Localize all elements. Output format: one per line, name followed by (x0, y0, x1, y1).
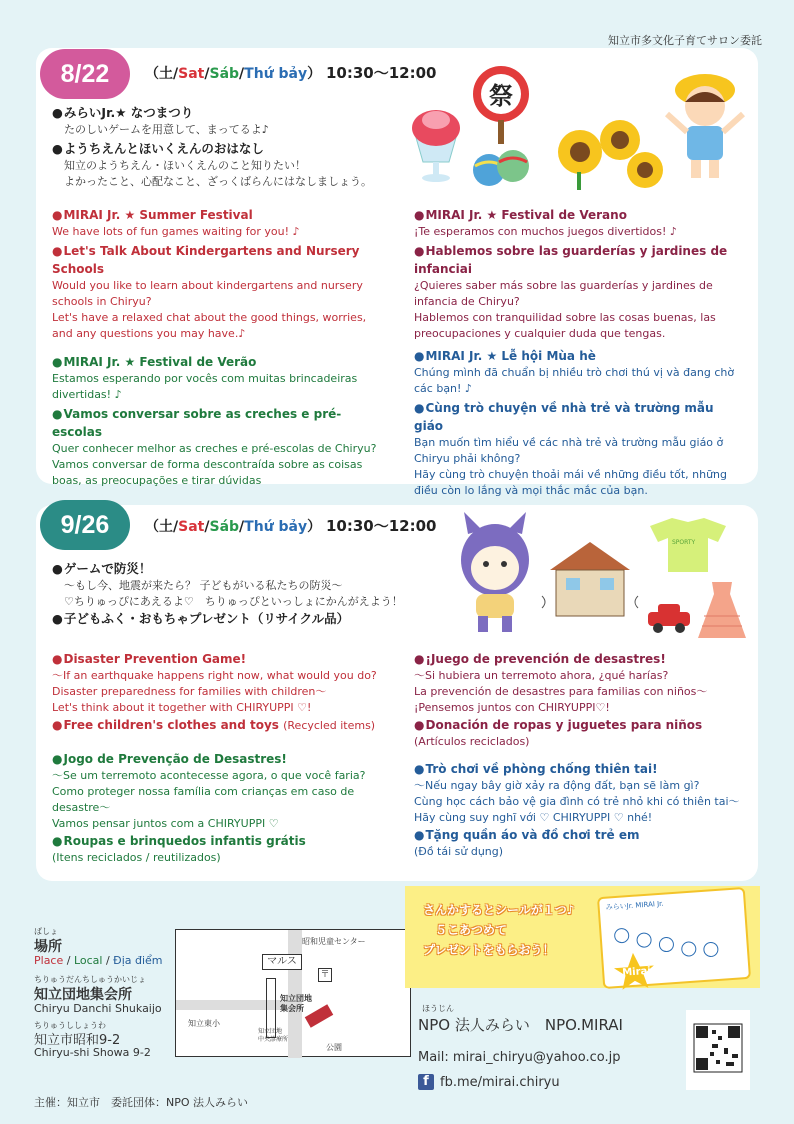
en-heading: ● Disaster Prevention Game! (52, 650, 392, 668)
org-facebook[interactable] (418, 1074, 560, 1090)
address: 知立市昭和9-2 (34, 1033, 121, 1048)
vi-heading: ● MIRAI Jr. ★ Lễ hội Mùa hè (414, 347, 744, 365)
sticker-line: プレゼントをもらおう！ (423, 943, 555, 957)
sticker-promo (405, 886, 760, 988)
day-en: Sat (178, 519, 205, 535)
en-text: We have lots of fun games waiting for you! ♪ (52, 225, 300, 238)
event1-pt (52, 353, 382, 489)
es-text: 〜Si hubiera un terremoto ahora, ¿qué harías? (414, 669, 669, 682)
paren-open: （ (145, 519, 159, 535)
facebook-link[interactable]: fb.me/mirai.chiryu (440, 1074, 560, 1090)
event1-time: 10:30〜12:00 (326, 64, 437, 82)
org-name-ja: NPO 法人みらい (418, 1016, 530, 1034)
vi-text: Hãy cùng trò chuyện thoải mái về những điều tốt, những điều còn lo lắng và mọi thắc mắc của bạn. (414, 468, 727, 497)
stamp-card-title: みらいJr. MIRAI Jr. (605, 899, 664, 912)
sep: / (63, 954, 74, 967)
en-heading: Free children's clothes and toys (63, 718, 279, 732)
day-vi: Thứ bảy (244, 66, 308, 82)
venue-furigana: ちりゅうだんちしゅうかいじょ (34, 975, 146, 984)
pt-text: Vamos pensar juntos com a CHIRYUPPI ♡ (52, 817, 279, 830)
pt-text: Como proteger nossa família com crianças em caso de desastre〜 (52, 785, 355, 814)
map-school: 知立東小 (188, 1019, 220, 1028)
day-ja: 土 (159, 519, 173, 535)
event1-ja (52, 104, 412, 190)
en-text: 〜If an earthquake happens right now, what would you do? (52, 669, 377, 682)
vi-subtext: (Đồ tái sử dụng) (414, 845, 504, 858)
pt-text: Quer conhecer melhor as creches e pré-escolas de Chiryu? (52, 442, 377, 455)
sticker-text (423, 900, 574, 960)
address-roman: Chiryu-shi Showa 9-2 (34, 1046, 151, 1059)
location-label-ja: 場所 (34, 939, 62, 955)
ja-text: よかったこと、心配なこと、ざっくばらんにはなしましょう。 (64, 175, 372, 188)
venue-roman: Chiryu Danchi Shukaijo (34, 1002, 162, 1015)
en-text: Let's think about it together with CHIRYUPPI ♡! (52, 701, 312, 714)
stamp-card-brand: Mirai (621, 965, 652, 979)
pt-text: Vamos conversar de forma descontraída sobre as coisas boas, as preocupações e tirar dúvidas (52, 458, 363, 487)
vi-heading: ● Trò chơi về phòng chống thiên tai! (414, 760, 744, 778)
org-name-en: NPO.MIRAI (544, 1016, 623, 1034)
location-map (175, 929, 411, 1057)
ja-heading: ● ようちえんとほいくえんのおはなし (52, 140, 412, 158)
es-text: ¡Pensemos juntos con CHIRYUPPI♡! (414, 701, 610, 714)
ja-heading: ● みらいJr.★ なつまつり (52, 104, 412, 122)
es-heading: ● ¡Juego de prevención de desastres! (414, 650, 744, 668)
tshirt-icon (650, 518, 726, 572)
summer-festival-illustration (405, 62, 750, 192)
disaster-illustration (450, 512, 750, 644)
location-label-multilang (34, 954, 163, 967)
vi-text: Bạn muốn tìm hiểu về các nhà trẻ và trường mẫu giáo ở Chiryu phải không? (414, 436, 724, 465)
en-subtext: (Recycled items) (283, 719, 376, 732)
child-with-hat-icon (667, 74, 743, 178)
svg-text:祭: 祭 (489, 82, 513, 110)
vi-heading: ● Cùng trò chuyện về nhà trẻ và trường mẫu giáo (414, 399, 744, 435)
pt-subtext: (Itens reciclados / reutilizados) (52, 851, 221, 864)
pt-heading: ● MIRAI Jr. ★ Festival de Verão (52, 353, 382, 371)
dress-icon (698, 582, 746, 638)
event1-date-badge: 8/22 (40, 49, 130, 99)
toy-car-icon (648, 604, 690, 633)
pt-heading: ● Vamos conversar sobre as creches e pré-escolas (52, 405, 382, 441)
vi-text: 〜Nếu ngay bây giờ xảy ra động đất, bạn sẽ làm gì? (414, 779, 700, 792)
map-marus: マルス (262, 954, 302, 970)
vi-text: Chúng mình đã chuẩn bị nhiều trò chơi thú vị và đang chờ các bạn! ♪ (414, 366, 735, 395)
event1-day-time: （土/Sat/Sáb/Thứ bảy） 10:30〜12:00 (145, 64, 437, 82)
sticker-line: ５こあつめて (435, 923, 508, 937)
event2-vi (414, 760, 744, 860)
es-heading: ● Hablemos sobre las guarderías y jardines de infanciai (414, 242, 744, 278)
address-furigana: ちりゅうししょうわ (34, 1021, 106, 1030)
sep: / (102, 954, 114, 967)
location-furigana: ばしょ (34, 927, 58, 936)
chiryuppi-mascot-icon (461, 512, 529, 632)
paren-close: ） (307, 519, 322, 535)
event2-en (52, 650, 392, 735)
day-pt: Sáb (209, 519, 240, 535)
event2-time: 10:30〜12:00 (326, 517, 437, 535)
vi-heading: ● Tặng quần áo và đồ chơi trẻ em (414, 826, 744, 844)
org-name (418, 1014, 623, 1035)
es-text: La prevención de desastres para familias con niños〜 (414, 685, 708, 698)
es-heading: ● MIRAI Jr. ★ Festival de Verano (414, 206, 744, 224)
label-vi: Địa điểm (113, 954, 163, 967)
org-mail[interactable]: Mail: mirai_chiryu@yahoo.co.jp (418, 1050, 621, 1065)
pt-text: 〜Se um terremoto acontecesse agora, o que você faria? (52, 769, 366, 782)
en-text: Would you like to learn about kindergartens and nursery schools in Chiryu? (52, 279, 363, 308)
event1-en (52, 206, 372, 342)
sponsor-note: 知立市多文化子育てサロン委託 (608, 34, 762, 47)
paren-close: ） (307, 66, 322, 82)
event1-es (414, 206, 744, 342)
es-text: ¿Quieres saber más sobre las guarderías y jardines de infancia de Chiryu? (414, 279, 713, 308)
house-icon (542, 542, 638, 616)
ja-text: ♡ちりゅっぴにあえるよ♡ ちりゅっぴといっしょにかんがえよう！ (64, 595, 403, 608)
uchiwa-fan-icon (473, 66, 529, 144)
pt-text: Estamos esperando por vocês com muitas brincadeiras divertidas! ♪ (52, 372, 358, 401)
pt-heading: ● Roupas e brinquedos infantis grátis (52, 832, 382, 850)
en-heading: ● Let's Talk About Kindergartens and Nursery Schools (52, 242, 372, 278)
es-subtext: (Artículos reciclados) (414, 735, 530, 748)
qr-code-icon (686, 1010, 750, 1090)
ja-heading: ● 子どもふく・おもちゃプレゼント（リサイクル品） (52, 610, 452, 628)
event2-day-time: （土/Sat/Sáb/Thứ bảy） 10:30〜12:00 (145, 517, 437, 535)
shaved-ice-icon (412, 110, 460, 182)
footer-credit: 主催：知立市 委託団体：NPO 法人みらい (34, 1096, 249, 1109)
day-en: Sat (178, 66, 205, 82)
es-heading: ● Donación de ropas y juguetes para niños (414, 716, 744, 734)
day-ja: 土 (159, 66, 173, 82)
vi-text: Cùng học cách bảo vệ gia đình có trẻ nhỏ khi có thiên tai〜 (414, 795, 740, 808)
map-venue: 知立団地 集会所 (280, 994, 312, 1013)
es-text: Hablemos con tranquilidad sobre las cosas buenas, las preocupaciones y cualquier duda que tengas. (414, 311, 716, 340)
ja-text: 知立のようちえん・ほいくえんのこと知りたい！ (64, 159, 306, 172)
es-text: ¡Te esperamos con muchos juegos divertidos! ♪ (414, 225, 677, 238)
day-pt: Sáb (209, 66, 240, 82)
en-text: Let's have a relaxed chat about the good things, worries, and any questions you may have.♪ (52, 311, 367, 340)
map-post-office-icon: 〒 (318, 968, 332, 982)
event1-vi (414, 347, 744, 499)
en-text: Disaster preparedness for families with children〜 (52, 685, 327, 698)
stamp-card (597, 887, 751, 989)
pt-heading: ● Jogo de Prevenção de Desastres! (52, 750, 382, 768)
sunflower-icon (558, 120, 663, 190)
day-vi: Thứ bảy (244, 519, 308, 535)
event2-es (414, 650, 744, 750)
ja-heading: ● ゲームで防災！ (52, 560, 452, 578)
facebook-icon: f (418, 1074, 434, 1090)
sticker-line: さんかするとシールが１つ♪ (423, 903, 575, 917)
label-en: Place (34, 954, 64, 967)
vi-text: Hãy cùng suy nghĩ với ♡ CHIRYUPPI ♡ nhé! (414, 811, 653, 824)
label-pt: Local (73, 954, 103, 967)
water-balloon-icon (473, 150, 529, 186)
event2-pt (52, 750, 382, 866)
map-clinic: 知立団地 中央診療所 (258, 1028, 289, 1043)
map-park: 公園 (326, 1043, 342, 1052)
map-showa-center: 昭和児童センター (302, 937, 366, 946)
en-heading: ● MIRAI Jr. ★ Summer Festival (52, 206, 372, 224)
svg-text:SPORTY: SPORTY (672, 539, 696, 546)
ja-text: 〜もし今、地震が来たら？ 子どもがいる私たちの防災〜 (64, 579, 343, 592)
org-furigana: ほうじん (422, 1004, 454, 1013)
event2-date-badge: 9/26 (40, 500, 130, 550)
paren-open: （ (145, 66, 159, 82)
event2-ja (52, 560, 452, 628)
venue-name: 知立団地集会所 (34, 987, 132, 1003)
ja-text: たのしいゲームを用意して、まってるよ♪ (64, 123, 269, 136)
